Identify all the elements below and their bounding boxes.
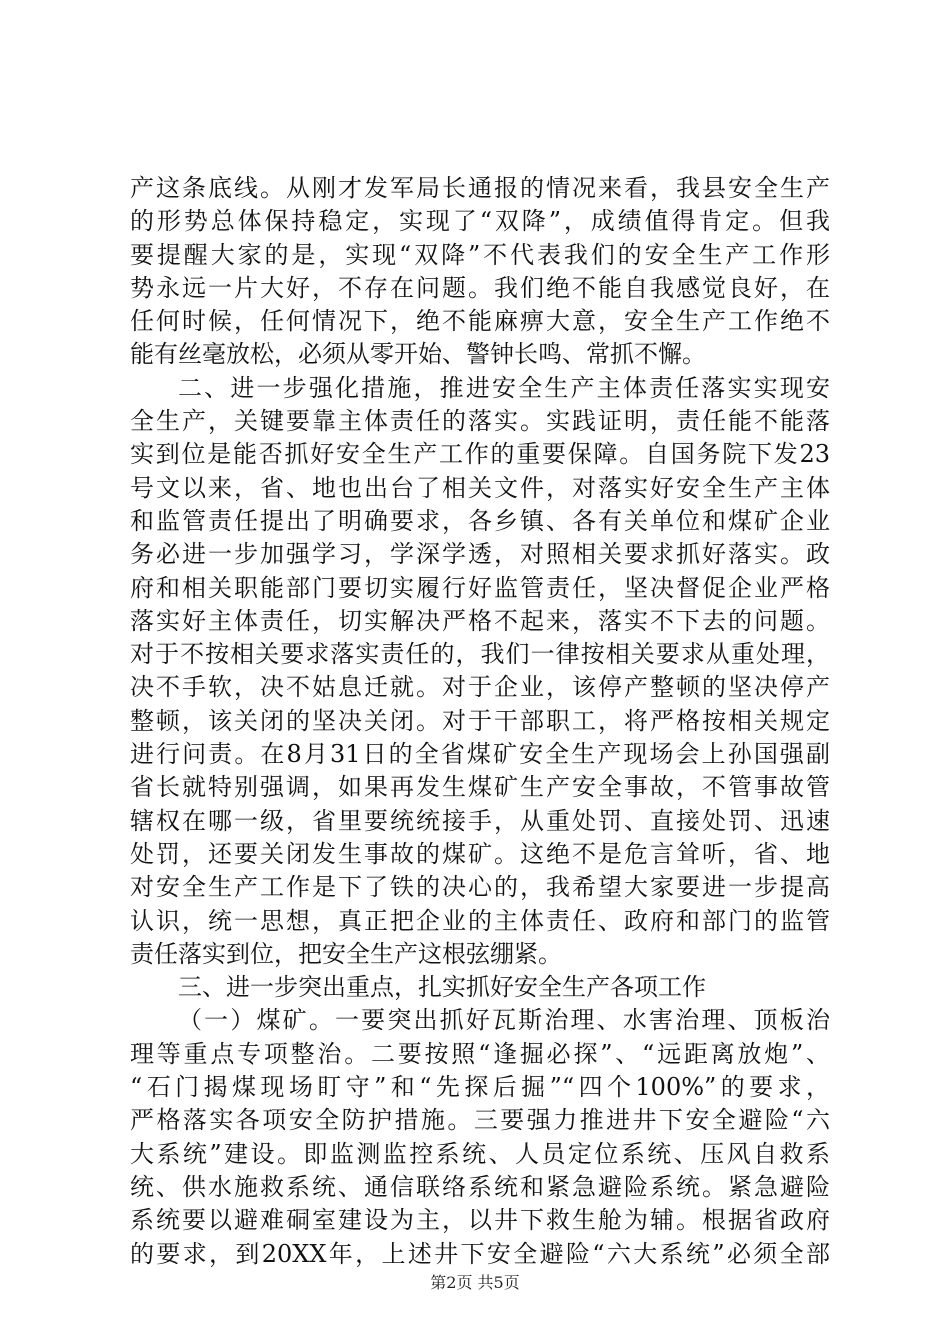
text-line: 府和相关职能部门要切实履行好监管责任，坚决督促企业严格 — [130, 573, 830, 602]
text-line: 辖权在哪一级，省里要统统接手，从重处罚、直接处罚、迅速 — [130, 806, 830, 835]
text-line: 三、进一步突出重点，扎实抓好安全生产各项工作 — [178, 973, 706, 1002]
text-line: 的形势总体保持稳定，实现了“双降”，成绩值得肯定。但我 — [130, 207, 830, 236]
text-line: 势永远一片大好，不存在问题。我们绝不能自我感觉良好，在 — [130, 273, 830, 302]
text-line: 大系统”建设。即监测监控系统、人员定位系统、压风自救系 — [130, 1139, 830, 1168]
text-line: 任何时候，任何情况下，绝不能麻痹大意，安全生产工作绝不 — [130, 307, 830, 336]
text-line: 责任落实到位，把安全生产这根弦绷紧。 — [130, 939, 562, 968]
page-footer — [0, 1270, 950, 1293]
text-line: 理等重点专项整治。二要按照“逢掘必探”、“远距离放炮”、 — [130, 1039, 830, 1068]
text-line: 实到位是能否抓好安全生产工作的重要保障。自国务院下发23 — [130, 440, 830, 469]
text-line: 系统要以避难硐室建设为主，以井下救生舱为辅。根据省政府 — [130, 1206, 830, 1235]
text-line: 对安全生产工作是下了铁的决心的，我希望大家要进一步提高 — [130, 873, 830, 902]
text-line: 和监管责任提出了明确要求，各乡镇、各有关单位和煤矿企业 — [130, 506, 830, 535]
text-line: 省长就特别强调，如果再发生煤矿生产安全事故，不管事故管 — [130, 773, 830, 802]
text-line: 处罚，还要关闭发生事故的煤矿。这绝不是危言耸听，省、地 — [130, 839, 830, 868]
text-line: “石门揭煤现场盯守”和“先探后掘”“四个100%”的要求， — [130, 1073, 830, 1102]
text-line: 对于不按相关要求落实责任的，我们一律按相关要求从重处理， — [130, 640, 830, 669]
text-line: 统、供水施救系统、通信联络系统和紧急避险系统。紧急避险 — [130, 1172, 830, 1201]
text-line: 落实好主体责任，切实解决严格不起来，落实不下去的问题。 — [130, 606, 830, 635]
text-line: 的要求，到20XX年，上述井下安全避险“六大系统”必须全部 — [130, 1239, 830, 1268]
document-body — [130, 172, 830, 1271]
text-line: 要提醒大家的是，实现“双降”不代表我们的安全生产工作形 — [130, 240, 830, 269]
page-number-label: 第2页 共5页 — [430, 1273, 520, 1292]
text-line: 决不手软，决不姑息迁就。对于企业，该停产整顿的坚决停产 — [130, 673, 830, 702]
text-line: 进行问责。在8月31日的全省煤矿安全生产现场会上孙国强副 — [130, 740, 830, 769]
text-line: （一）煤矿。一要突出抓好瓦斯治理、水害治理、顶板治 — [178, 1006, 830, 1035]
text-line: 全生产，关键要靠主体责任的落实。实践证明，责任能不能落 — [130, 407, 830, 436]
text-line: 二、进一步强化措施，推进安全生产主体责任落实实现安 — [178, 373, 830, 402]
text-line: 严格落实各项安全防护措施。三要强力推进井下安全避险“六 — [130, 1106, 830, 1135]
text-line: 认识，统一思想，真正把企业的主体责任、政府和部门的监管 — [130, 906, 830, 935]
text-line: 能有丝毫放松，必须从零开始、警钟长鸣、常抓不懈。 — [130, 340, 706, 369]
text-line: 整顿，该关闭的坚决关闭。对于干部职工，将严格按相关规定 — [130, 706, 830, 735]
text-line: 号文以来，省、地也出台了相关文件，对落实好安全生产主体 — [130, 473, 830, 502]
text-line: 产这条底线。从刚才发军局长通报的情况来看，我县安全生产 — [130, 174, 830, 202]
text-line: 务必进一步加强学习，学深学透，对照相关要求抓好落实。政 — [130, 540, 830, 569]
